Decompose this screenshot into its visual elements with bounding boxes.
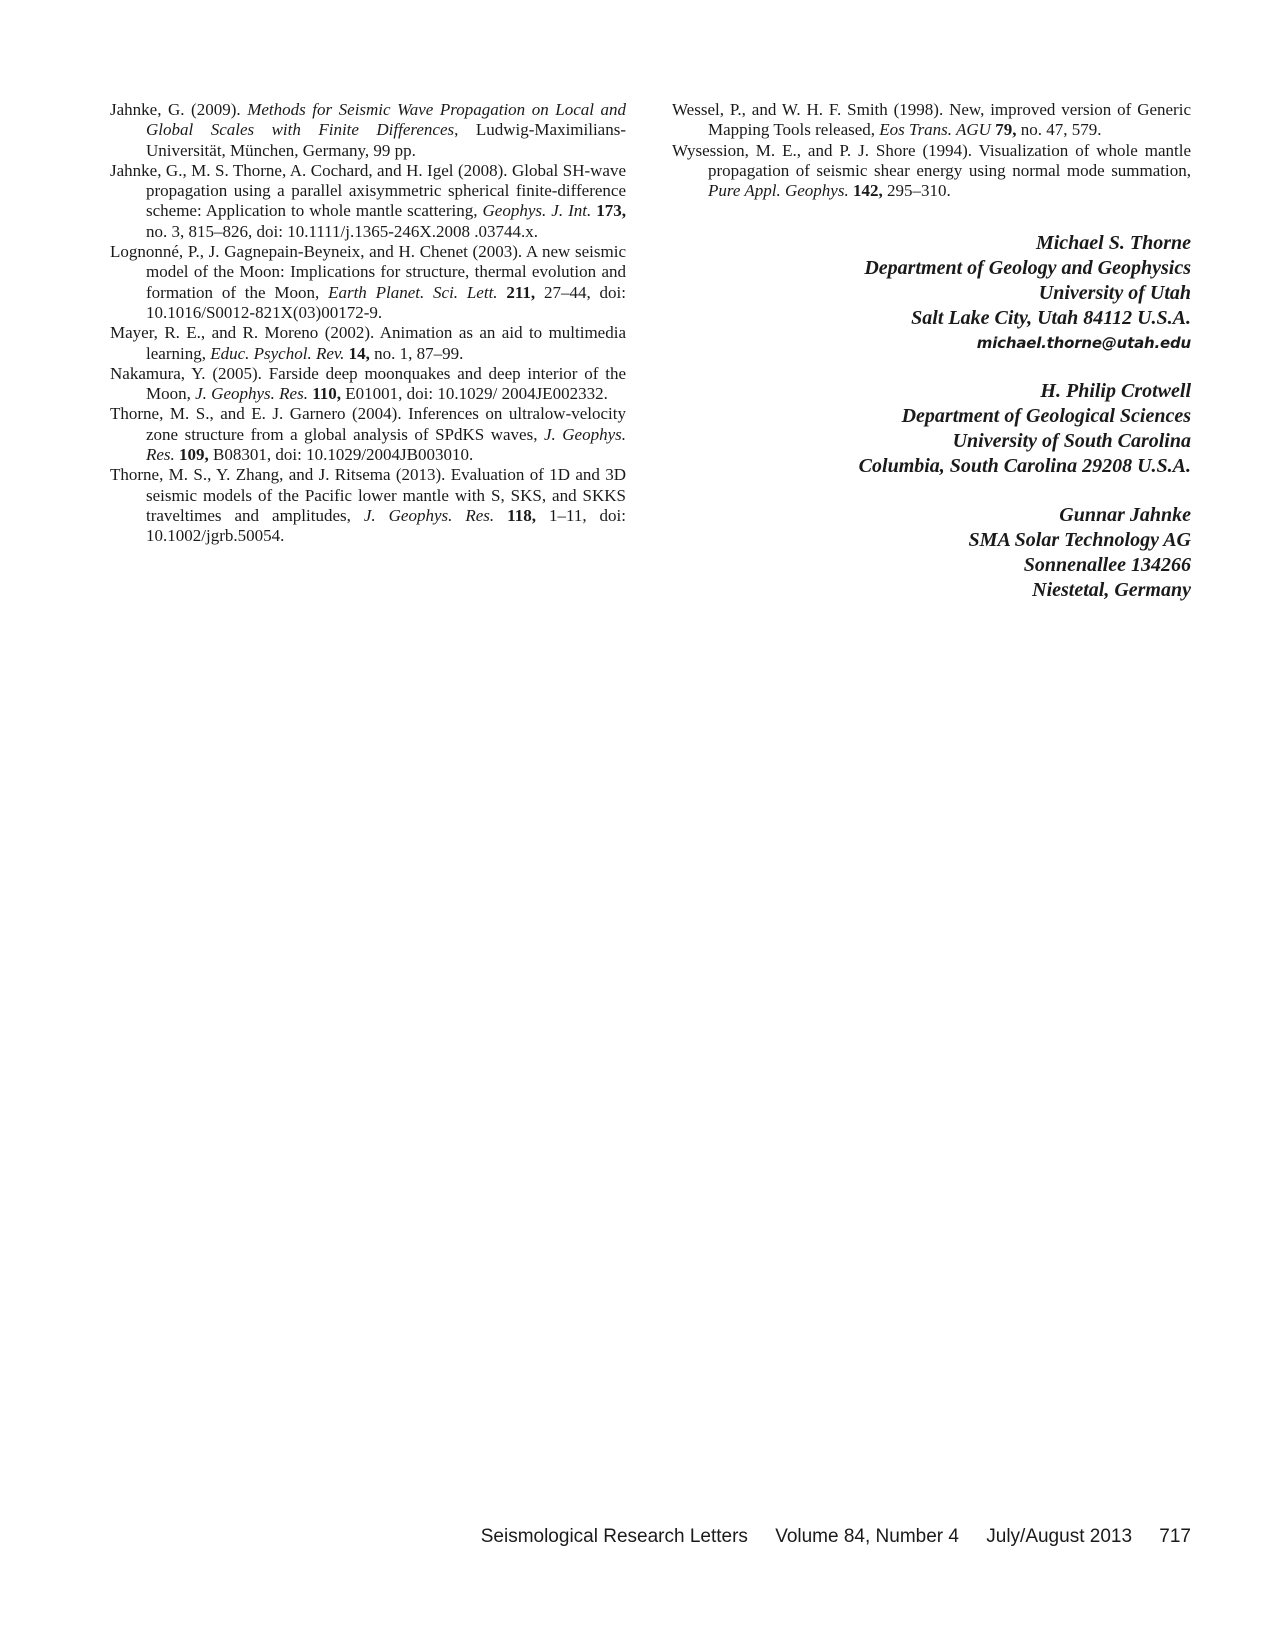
affiliation-line: Salt Lake City, Utah 84112 U.S.A. [911,307,1191,329]
reference-text: 295–310. [882,181,951,201]
reference-text: Nakamura, Y. (2005). Farside deep moonquakes and deep interior of the Moon, [110,363,626,404]
reference-text: no. 1, 87–99. [369,343,464,363]
reference-text: Jahnke, G., M. S. Thorne, A. Cochard, and H. Igel (2008). Global SH-wave propagation using a parallel axisymmetric spherical finite-difference scheme: Application to whole mantle scattering, [110,160,626,221]
reference-entry [672,100,1191,141]
reference-text: Eos Trans. AGU [879,120,991,140]
affiliation-line: Columbia, South Carolina 29208 U.S.A. [858,455,1191,477]
reference-entry [672,141,1191,202]
references-column-right [672,100,1191,201]
reference-text: , Ludwig-Maximilians-Universität, München, Germany, 99 pp. [146,120,627,160]
author-affiliations [631,231,1191,627]
reference-entry [110,100,626,161]
reference-text: 14, [348,343,370,363]
reference-text [494,506,507,525]
reference-text: B08301, doi: 10.1029/2004JB003010. [208,445,474,465]
affiliation-line: SMA Solar Technology AG [968,529,1191,551]
reference-text: Thorne, M. S., Y. Zhang, and J. Ritsema (2013). Evaluation of 1D and 3D seismic models of the Pacific lower mantle with S, SKS, and SKKS traveltimes and amplitudes, [110,465,626,525]
reference-entry [110,404,626,465]
affiliation-line: University of South Carolina [952,430,1191,452]
affiliation-block [631,379,1191,479]
reference-text: Mayer, R. E., and R. Moreno (2002). Animation as an aid to multimedia learning, [110,323,626,363]
author-email: michael.thorne@utah.edu [976,334,1191,352]
reference-text: Jahnke, G. (2009). [110,100,248,119]
references-column-left [110,100,626,547]
reference-text: no. 47, 579. [1016,120,1102,140]
reference-text: 173, [596,201,627,221]
reference-text: Thorne, M. S., and E. J. Garnero (2004). Inferences on ultralow-velocity zone structure from a global analysis of SPdKS waves, [110,404,626,444]
reference-entry [110,323,626,364]
reference-text: Wysession, M. E., and P. J. Shore (1994). Visualization of whole mantle propagation of seismic shear energy using normal mode summation, [672,140,1191,180]
author-name: Gunnar Jahnke [1059,504,1191,526]
reference-text: 109, [179,445,209,465]
affiliation-line: Niestetal, Germany [1032,579,1191,601]
reference-text: Geophys. J. Int. [482,201,592,221]
reference-entry [110,465,626,546]
footer-volume: Volume 84, Number 4 [775,1526,959,1547]
reference-text: Pure Appl. Geophys. [708,181,849,201]
affiliation-block [631,503,1191,603]
reference-text: Educ. Psychol. Rev. [210,343,345,363]
reference-text: Earth Planet. Sci. Lett. [328,282,498,302]
reference-text: 79, [995,120,1017,140]
footer-page-number: 717 [1159,1526,1191,1547]
reference-text: Wessel, P., and W. H. F. Smith (1998). New, improved version of Generic Mapping Tools released, [672,100,1191,140]
reference-text: E01001, doi: 10.1029/ 2004JE002332. [341,384,608,404]
footer-journal-name: Seismological Research Letters [480,1526,748,1547]
reference-text: J. Geophys. Res. [363,505,495,525]
reference-text: no. 3, 815–826, doi: 10.1111/j.1365-246X.2008 .03744.x. [146,221,538,241]
affiliation-line: Department of Geological Sciences [901,405,1191,427]
reference-text: 27–44, doi: 10.1016/S0012-821X(03)00172-9. [146,282,626,322]
reference-entry [110,364,626,405]
affiliation-block [631,231,1191,355]
reference-text: 211, [506,282,536,302]
affiliation-line: Department of Geology and Geophysics [864,257,1191,279]
reference-entry [110,161,626,242]
footer-date: July/August 2013 [986,1526,1133,1547]
author-name: Michael S. Thorne [1035,232,1191,254]
reference-text: Methods for Seismic Wave Propagation on Local and Global Scales with Finite Differences [146,100,627,140]
reference-text: Lognonné, P., J. Gagnepain-Beyneix, and H. Chenet (2003). A new seismic model of the Moon: Implications for structure, thermal evolution and formation of the Moon, [110,242,626,302]
affiliation-line: Sonnenallee 134266 [1023,554,1191,576]
reference-text: 142, [852,181,883,201]
reference-text: 110, [312,384,342,404]
page-footer [481,1526,1191,1548]
reference-text: 1–11, doi: 10.1002/jgrb.50054. [146,505,626,546]
reference-entry [110,242,626,323]
reference-text: J. Geophys. Res. [195,384,308,404]
reference-text: 118, [507,505,536,525]
author-name: H. Philip Crotwell [1040,380,1191,402]
affiliation-line: University of Utah [1038,282,1191,304]
reference-text: J. Geophys. Res. [146,424,626,465]
